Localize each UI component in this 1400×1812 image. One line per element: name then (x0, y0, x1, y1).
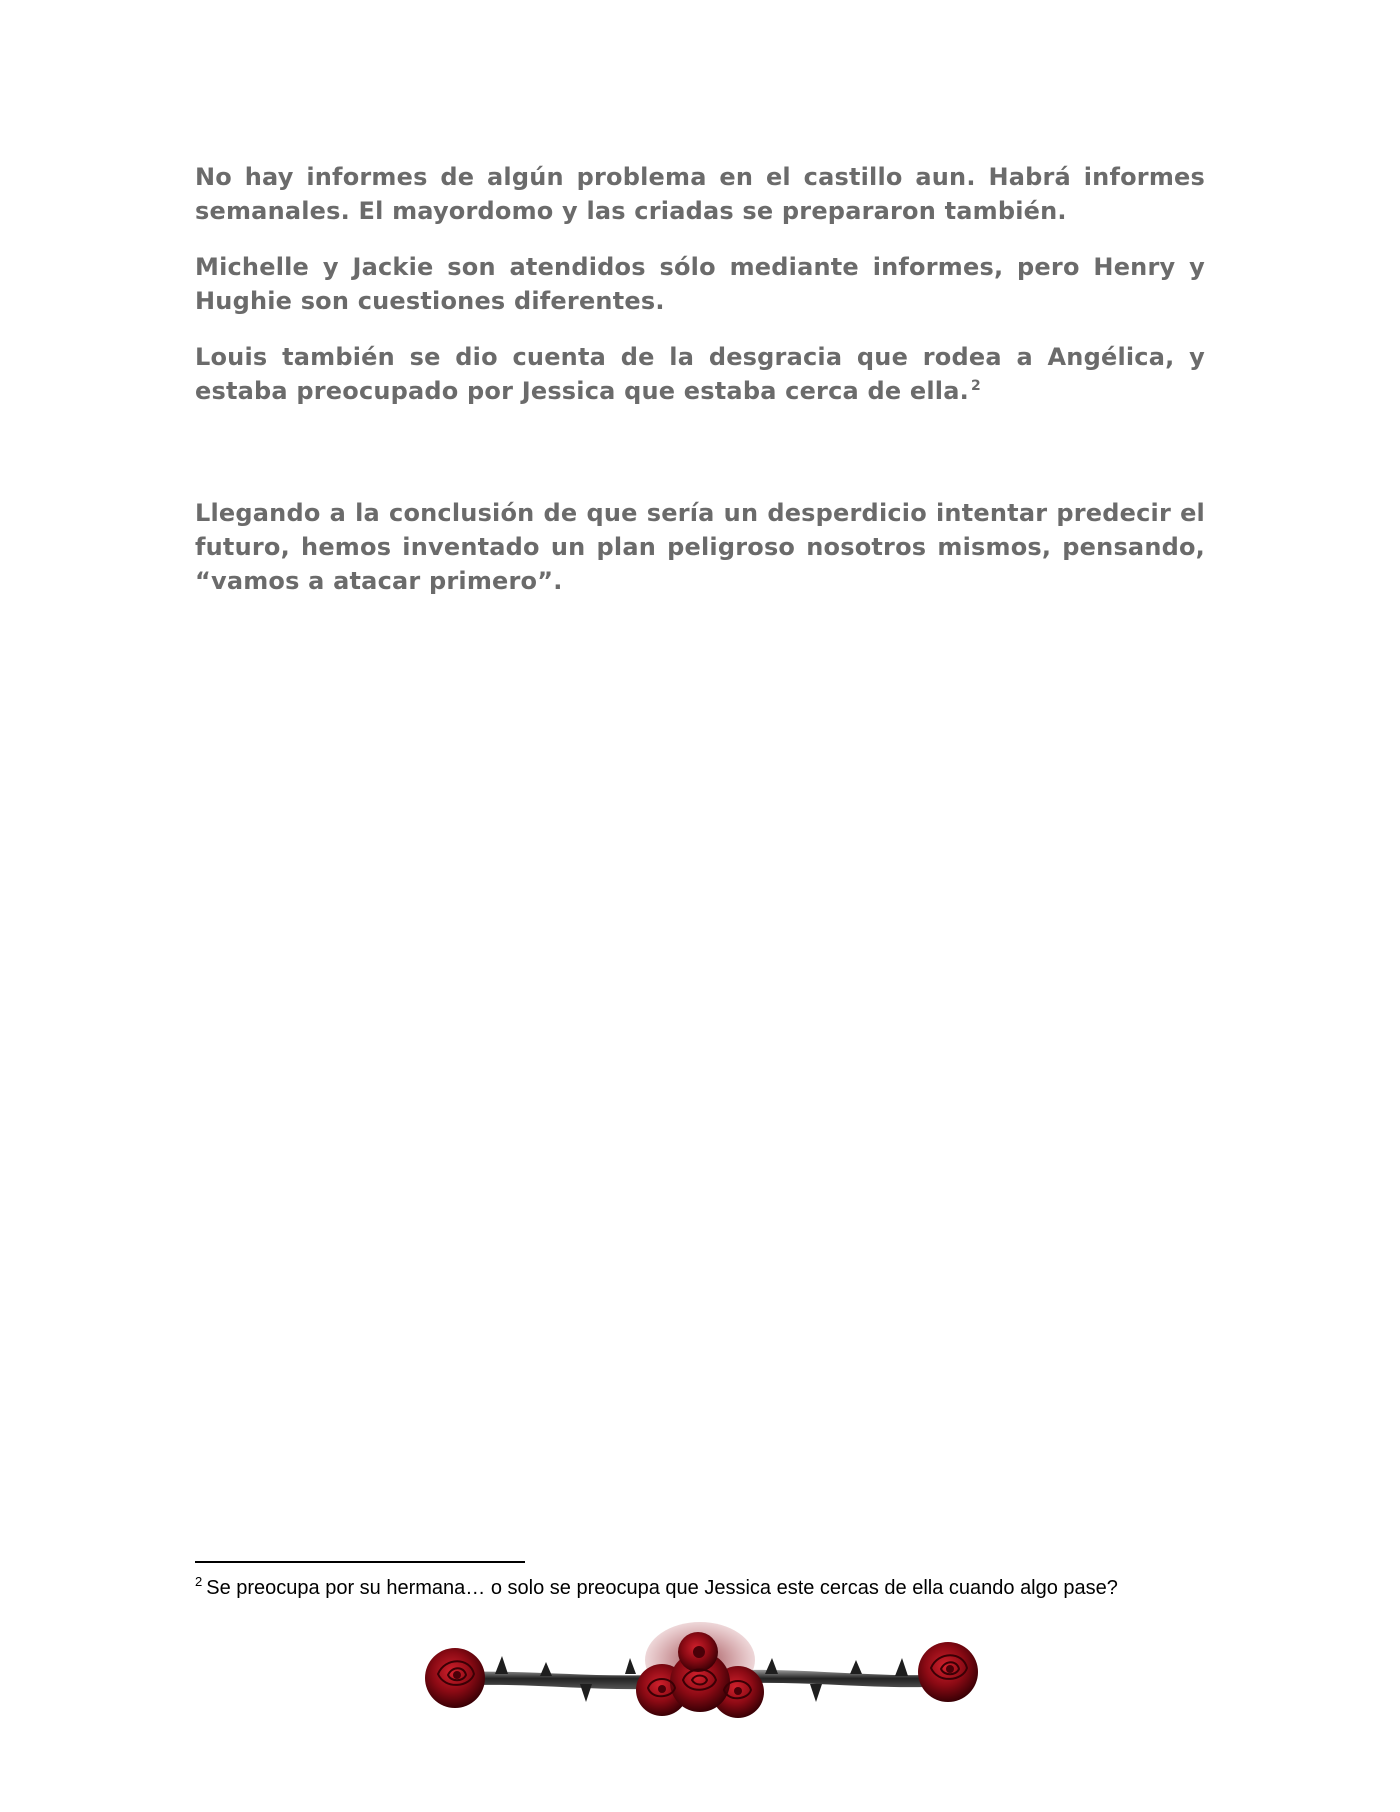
footnote-reference[interactable]: 2 (970, 378, 981, 394)
paragraph-3 (195, 340, 1205, 408)
footnote-text: Se preocupa por su hermana… o solo se preocupa que Jessica este cercas de ella cuando algo pase? (206, 1577, 1118, 1599)
footnote-number: 2 (195, 1574, 203, 1590)
footnote-separator (195, 1561, 525, 1563)
document-body (195, 160, 1205, 620)
paragraph-1 (195, 160, 1205, 228)
paragraph-4 (195, 496, 1205, 598)
paragraph-2-text: Michelle y Jackie son atendidos sólo mediante informes, pero Henry y Hughie son cuestiones diferentes. (195, 253, 1205, 315)
footnote (195, 1574, 1205, 1602)
paragraph-3-text: Louis también se dio cuenta de la desgracia que rodea a Angélica, y estaba preocupado por Jessica que estaba cerca de ella. (195, 343, 1205, 405)
paragraph-4-text: Llegando a la conclusión de que sería un desperdicio intentar predecir el futuro, hemos inventado un plan peligroso nosotros mismos, pensando, “vamos a atacar primero”. (195, 499, 1205, 595)
rose-thorn-divider-icon (400, 1612, 1000, 1727)
paragraph-2 (195, 250, 1205, 318)
paragraph-1-text: No hay informes de algún problema en el castillo aun. Habrá informes semanales. El mayordomo y las criadas se prepararon también. (195, 163, 1205, 225)
